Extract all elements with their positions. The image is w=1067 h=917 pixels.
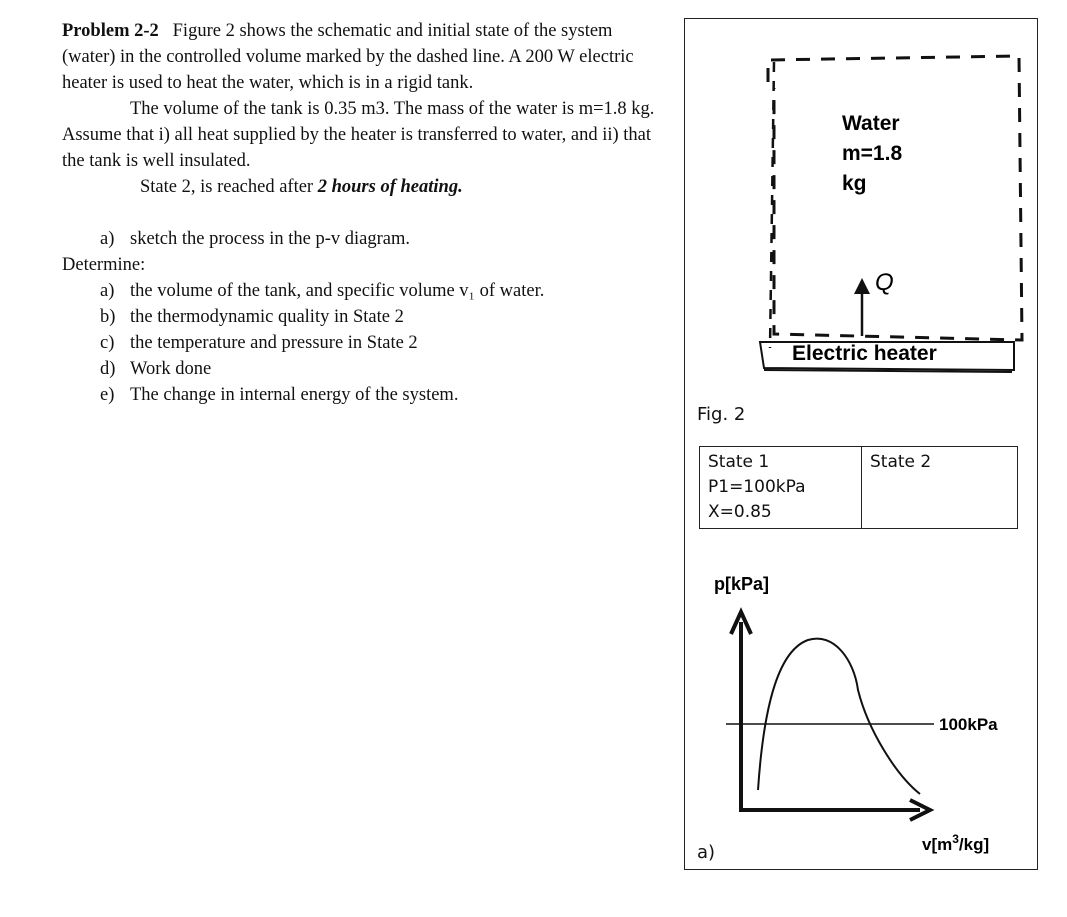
question-item (62, 304, 667, 330)
x-axis-label-sup: 3 (952, 832, 959, 846)
determine-heading: Determine: (62, 255, 146, 275)
part-a-label: a) (100, 229, 115, 249)
intro-text: Figure 2 shows the schematic and initial state of the system (water) in the controlled volume marked by the dashed line. A 200 W electric heater is used to heat the water, which is in a rigid tank. (62, 21, 634, 93)
question-label: a) (100, 281, 115, 301)
x-axis-label-post: /kg] (958, 835, 990, 854)
saturation-dome (758, 639, 920, 794)
question-text: the thermodynamic quality in State 2 (130, 307, 404, 327)
panel-label: a) (697, 842, 716, 863)
part-a (62, 226, 667, 252)
state1-quality: X=0.85 (708, 502, 772, 522)
question-text: The change in internal energy of the system. (130, 385, 459, 405)
state2-header: State 2 (870, 452, 932, 472)
figure-caption: Fig. 2 (697, 404, 746, 425)
y-axis-label: p[kPa] (714, 574, 770, 594)
x-axis-label-pre: v[m (922, 835, 953, 854)
state1-cell (700, 447, 862, 529)
question-label: c) (100, 333, 115, 353)
state2-note (62, 174, 667, 200)
question-item (62, 278, 667, 304)
question-item (62, 382, 667, 408)
part-a-text: sketch the process in the p-v diagram. (130, 229, 410, 249)
x-axis-label (922, 832, 989, 854)
question-text: the volume of the tank, and specific volume v₁ of water. (130, 281, 545, 301)
question-label: b) (100, 307, 116, 327)
state2-emphasis: 2 hours of heating. (317, 177, 463, 197)
question-item (62, 356, 667, 382)
question-item (62, 330, 667, 356)
water-label-3: kg (842, 172, 867, 195)
problem-intro (62, 18, 667, 96)
heat-arrow-head-icon (854, 278, 870, 294)
pv-diagram (684, 560, 1038, 860)
problem-text (62, 18, 667, 408)
heat-symbol: Q (875, 269, 894, 296)
question-text: the temperature and pressure in State 2 (130, 333, 418, 353)
isobar-label: 100kPa (939, 715, 998, 734)
water-label-2: m=1.8 (842, 142, 903, 165)
question-text: Work done (130, 359, 212, 379)
question-label: d) (100, 359, 116, 379)
state1-pressure: P1=100kPa (708, 477, 806, 497)
state2-cell (862, 447, 1018, 529)
problem-title: Problem 2-2 (62, 21, 159, 41)
state1-header: State 1 (708, 452, 770, 472)
heater-label: Electric heater (792, 342, 937, 365)
control-volume-boundary (768, 56, 1022, 340)
problem-para2: The volume of the tank is 0.35 m3. The mass of the water is m=1.8 kg. Assume that i) all heat supplied by the heater is transferred to water, and ii) that the tank is well insulated. (62, 99, 655, 171)
question-label: e) (100, 385, 115, 405)
water-label-1: Water (842, 112, 900, 135)
state-table (699, 446, 1018, 529)
tank-schematic (684, 18, 1038, 398)
state2-prefix: State 2, is reached after (140, 177, 318, 197)
